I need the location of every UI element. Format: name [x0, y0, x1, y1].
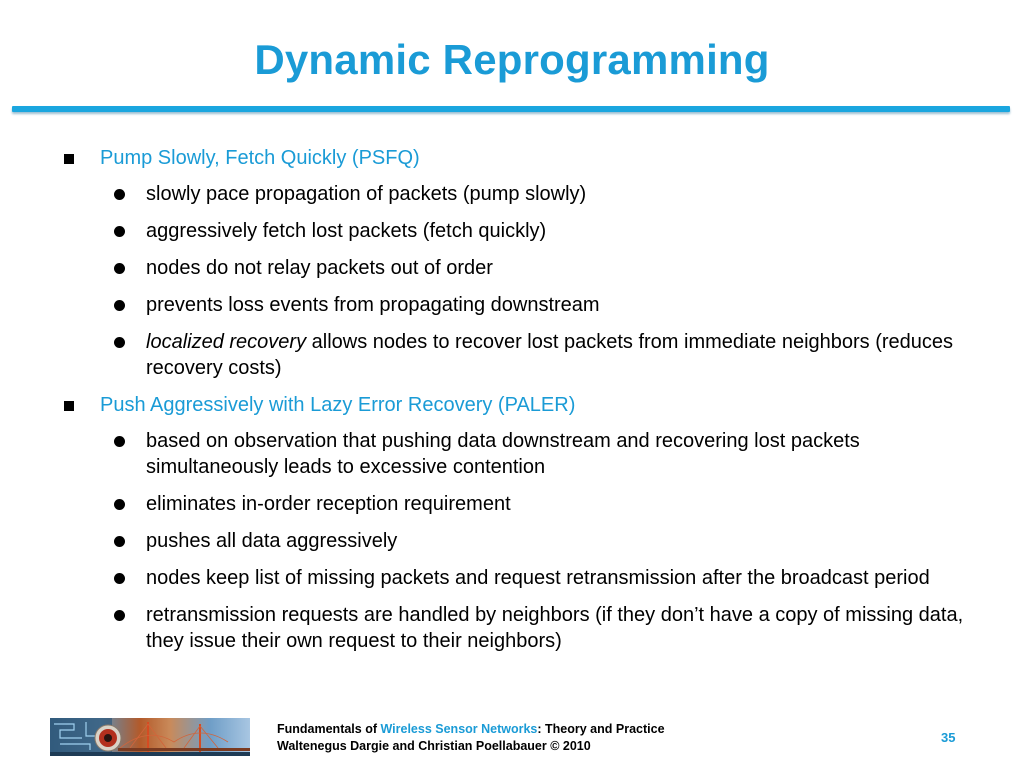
section-heading-psfq [0, 145, 1024, 171]
footer-line-1 [277, 721, 665, 738]
list-item-text: nodes keep list of missing packets and request retransmission after the broadcast period [146, 567, 930, 589]
round-bullet-icon [114, 536, 125, 547]
list-item [0, 181, 1024, 207]
list-item-text [146, 331, 953, 379]
round-bullet-icon [114, 337, 125, 348]
footer-prefix: Fundamentals of [277, 722, 381, 736]
footer-citation [277, 721, 665, 755]
list-item [0, 255, 1024, 281]
round-bullet-icon [114, 189, 125, 200]
list-item-text-rest: allows nodes to recover lost packets from immediate neighbors (reduces recovery costs) [146, 331, 954, 379]
list-item [0, 428, 1024, 480]
list-item [0, 292, 1024, 318]
section-heading-paler [0, 392, 1024, 418]
round-bullet-icon [114, 436, 125, 447]
list-item-text: eliminates in-order reception requirement [146, 493, 511, 515]
list-item [0, 491, 1024, 517]
list-item-text: nodes do not relay packets out of order [146, 257, 493, 279]
square-bullet-icon [64, 401, 74, 411]
footer-banner-image [50, 718, 250, 756]
round-bullet-icon [114, 300, 125, 311]
list-item-text: based on observation that pushing data downstream and recovering lost packets simultaneously leads to excessive contention [146, 430, 860, 478]
list-item-text: pushes all data aggressively [146, 530, 398, 552]
list-item [0, 329, 1024, 381]
footer-suffix: : Theory and Practice [537, 722, 665, 736]
title-divider [12, 106, 1010, 112]
list-item-text: slowly pace propagation of packets (pump slowly) [146, 183, 587, 205]
list-item-text: prevents loss events from propagating downstream [146, 294, 600, 316]
round-bullet-icon [114, 499, 125, 510]
list-item [0, 602, 1024, 654]
list-item [0, 565, 1024, 591]
slide-content [0, 145, 1024, 665]
round-bullet-icon [114, 573, 125, 584]
slide-title: Dynamic Reprogramming [254, 36, 770, 83]
round-bullet-icon [114, 263, 125, 274]
round-bullet-icon [114, 226, 125, 237]
footer-line-2: Waltenegus Dargie and Christian Poellabauer © 2010 [277, 739, 591, 753]
list-item [0, 218, 1024, 244]
section-heading-text: Pump Slowly, Fetch Quickly (PSFQ) [100, 147, 420, 169]
list-item-text: aggressively fetch lost packets (fetch quickly) [146, 220, 547, 242]
footer-highlight: Wireless Sensor Networks [380, 722, 538, 736]
list-item-text: retransmission requests are handled by neighbors (if they don’t have a copy of missing data, they issue their own request to their neighbors) [146, 604, 964, 652]
page-number: 35 [941, 730, 956, 745]
square-bullet-icon [64, 154, 74, 164]
list-item [0, 528, 1024, 554]
round-bullet-icon [114, 610, 125, 621]
section-heading-text: Push Aggressively with Lazy Error Recovery (PALER) [100, 394, 576, 416]
emphasis-text: localized recovery [146, 331, 307, 353]
